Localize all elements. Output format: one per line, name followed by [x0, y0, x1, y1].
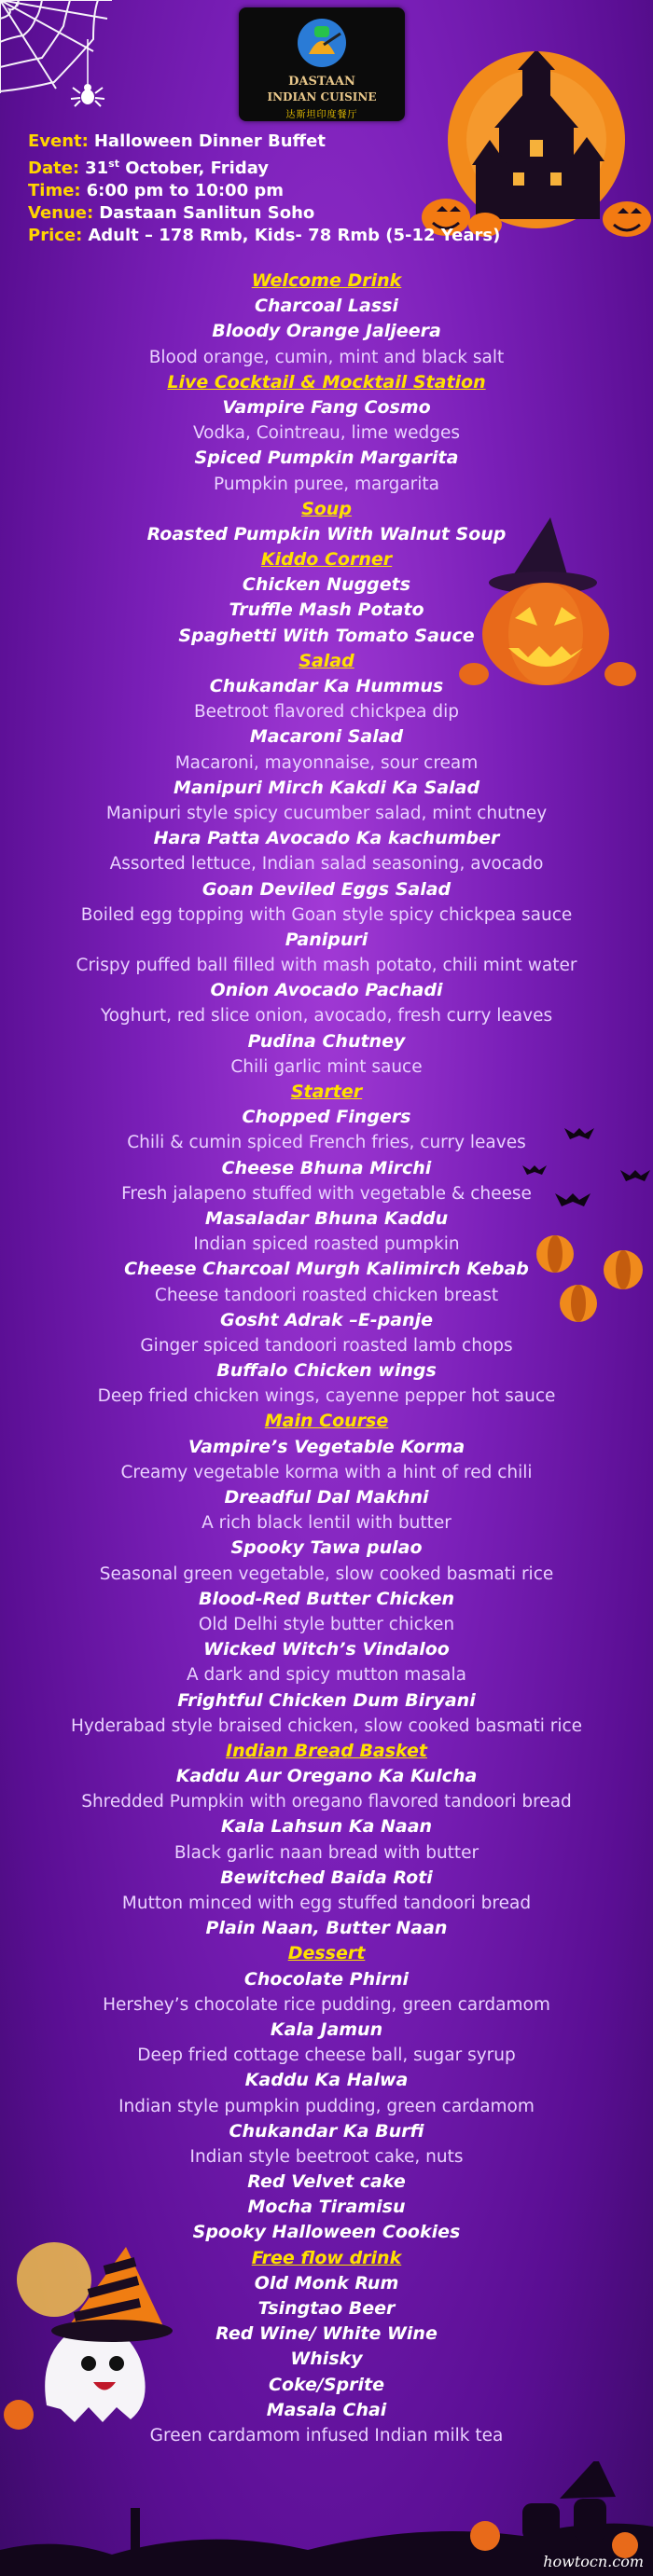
- section-heading: Kiddo Corner: [260, 549, 393, 571]
- dish-name: Spooky Halloween Cookies: [192, 2222, 461, 2243]
- dish-description: Mutton minced with egg stuffed tandoori bread: [121, 1894, 532, 1913]
- dish-name: Whisky: [290, 2349, 363, 2370]
- dish-description: A dark and spicy mutton masala: [186, 1665, 466, 1686]
- dish-name: Frightful Chicken Dum Biryani: [177, 1689, 476, 1711]
- price-row: [28, 225, 501, 247]
- dish-description: Deep fried chicken wings, cayenne pepper hot sauce: [97, 1386, 556, 1407]
- dish-name: Masala Chai: [266, 2399, 387, 2420]
- dish-name: Vampire’s Vegetable Korma: [188, 1436, 465, 1457]
- chef-emblem-icon: [296, 17, 348, 69]
- dish-name: Macaroni Salad: [249, 726, 404, 748]
- dish-description: Yoghurt, red slice onion, avocado, fresh curry leaves: [100, 1006, 553, 1026]
- logo-name: DASTAAN: [288, 75, 355, 89]
- dish-description: Manipuri style spicy cucumber salad, mint chutney: [105, 803, 548, 823]
- dish-description: Pumpkin puree, margarita: [213, 474, 440, 494]
- dish-name: Roasted Pumpkin With Walnut Soup: [146, 523, 507, 544]
- dish-name: Coke/Sprite: [269, 2374, 384, 2395]
- dish-description: Shredded Pumpkin with oregano flavored tandoori bread: [81, 1792, 572, 1812]
- dish-name: Bewitched Baida Roti: [220, 1867, 433, 1888]
- dish-description: Chili garlic mint sauce: [230, 1056, 423, 1077]
- dish-name: Pudina Chutney: [247, 1030, 406, 1052]
- event-row: [28, 131, 466, 153]
- section-heading: Salad: [299, 650, 354, 671]
- dish-name: Bloody Orange Jaljeera: [212, 321, 441, 342]
- logo-subtitle: INDIAN CUISINE: [267, 90, 377, 103]
- date-row: [28, 153, 466, 180]
- dish-description: Indian spiced roasted pumpkin: [193, 1234, 460, 1255]
- dish-name: Manipuri Mirch Kakdi Ka Salad: [173, 777, 480, 798]
- venue-row: [28, 202, 466, 225]
- dish-name: Spiced Pumpkin Margarita: [194, 448, 459, 469]
- date-day: 31: [85, 158, 109, 178]
- time-value: 6:00 pm to 10:00 pm: [86, 181, 285, 200]
- dish-description: Blood orange, cumin, mint and black salt: [148, 347, 505, 367]
- dish-description: Assorted lettuce, Indian salad seasoning, avocado: [109, 854, 544, 875]
- dish-name: Chukandar Ka Burfi: [229, 2120, 424, 2142]
- dish-description: Cheese tandoori roasted chicken breast: [154, 1285, 499, 1305]
- dish-description: A rich black lentil with butter: [201, 1513, 452, 1534]
- dish-name: Kaddu Ka Halwa: [244, 2070, 409, 2091]
- dish-description: Green cardamom infused Indian milk tea: [149, 2425, 504, 2445]
- dish-name: Red Velvet cake: [247, 2171, 406, 2193]
- dish-name: Cheese Charcoal Murgh Kalimirch Kebab: [124, 1259, 529, 1280]
- section-heading: Starter: [290, 1081, 363, 1102]
- date-suffix: st: [108, 158, 119, 170]
- dish-name: Spaghetti With Tomato Sauce: [178, 625, 475, 646]
- dish-name: Chicken Nuggets: [242, 574, 411, 596]
- dish-name: Wicked Witch’s Vindaloo: [203, 1639, 450, 1660]
- dish-name: Gosht Adrak –E-panje: [219, 1309, 434, 1330]
- menu-list: [0, 269, 653, 2448]
- dish-name: Vampire Fang Cosmo: [222, 396, 431, 418]
- dish-description: Hershey’s chocolate rice pudding, green cardamom: [103, 1994, 550, 2015]
- dish-description: Creamy vegetable korma with a hint of red chili: [120, 1462, 533, 1482]
- section-heading: Free flow drink: [251, 2247, 402, 2268]
- dish-name: Blood-Red Butter Chicken: [198, 1588, 455, 1609]
- spider-web-icon: [0, 0, 121, 107]
- event-value: Halloween Dinner Buffet: [93, 131, 326, 151]
- dish-name: Onion Avocado Pachadi: [210, 980, 443, 1001]
- dish-description: Vodka, Cointreau, lime wedges: [192, 423, 461, 444]
- venue-label: Venue:: [28, 203, 94, 223]
- dish-name: Mocha Tiramisu: [247, 2197, 406, 2218]
- dish-description: Boiled egg topping with Goan style spicy chickpea sauce: [80, 904, 573, 925]
- dish-description: Old Delhi style butter chicken: [198, 1614, 455, 1634]
- dish-description: Indian style beetroot cake, nuts: [189, 2146, 464, 2167]
- dish-name: Dreadful Dal Makhni: [224, 1487, 429, 1508]
- dish-name: Buffalo Chicken wings: [216, 1360, 437, 1382]
- date-value: [85, 158, 269, 178]
- section-heading: Live Cocktail & Mocktail Station: [167, 371, 486, 393]
- dish-description: Macaroni, mayonnaise, sour cream: [174, 752, 479, 773]
- time-label: Time:: [28, 181, 81, 200]
- dish-name: Hara Patta Avocado Ka kachumber: [153, 828, 500, 849]
- time-row: [28, 180, 466, 202]
- date-rest: October, Friday: [118, 158, 270, 178]
- section-heading: Indian Bread Basket: [226, 1740, 427, 1761]
- watermark: howtocn.com: [543, 2553, 644, 2570]
- section-heading: Main Course: [264, 1411, 389, 1432]
- dish-name: Charcoal Lassi: [255, 296, 398, 317]
- venue-value: Dastaan Sanlitun Soho: [99, 203, 315, 223]
- dish-name: Kala Lahsun Ka Naan: [220, 1816, 433, 1838]
- dish-name: Red Wine/ White Wine: [215, 2323, 438, 2345]
- dish-description: Chili & cumin spiced French fries, curry leaves: [127, 1133, 526, 1153]
- dish-description: Hyderabad style braised chicken, slow cooked basmati rice: [70, 1715, 583, 1736]
- dish-name: Goan Deviled Eggs Salad: [201, 878, 452, 900]
- section-heading: Soup: [301, 498, 352, 519]
- logo-chinese-name: 达斯坦印度餐厅: [285, 110, 358, 120]
- section-heading: Dessert: [287, 1943, 366, 1964]
- dish-name: Kala Jamun: [270, 2018, 383, 2040]
- dish-name: Old Monk Rum: [254, 2272, 399, 2294]
- dish-description: Indian style pumpkin pudding, green cardamom: [118, 2096, 535, 2116]
- dish-description: Deep fried cottage cheese ball, sugar syrup: [137, 2046, 516, 2066]
- dish-name: Chocolate Phirni: [243, 1968, 410, 1990]
- dish-description: Fresh jalapeno stuffed with vegetable & cheese: [121, 1183, 532, 1204]
- dish-description: Black garlic naan bread with butter: [174, 1842, 479, 1863]
- dish-name: Cheese Bhuna Mirchi: [221, 1157, 432, 1178]
- event-info: [28, 131, 501, 247]
- section-heading: Welcome Drink: [251, 270, 402, 291]
- event-label: Event:: [28, 131, 89, 151]
- dish-description: Beetroot flavored chickpea dip: [193, 702, 460, 723]
- dish-description: Ginger spiced tandoori roasted lamb chops: [140, 1335, 513, 1356]
- price-value: Adult – 178 Rmb, Kids- 78 Rmb (5-12 Years): [88, 226, 501, 245]
- dish-description: Seasonal green vegetable, slow cooked basmati rice: [99, 1564, 554, 1584]
- dish-name: Masaladar Bhuna Kaddu: [204, 1207, 449, 1229]
- dish-name: Chopped Fingers: [242, 1107, 411, 1128]
- dish-name: Chukandar Ka Hummus: [209, 676, 444, 696]
- dish-name: Truffle Mash Potato: [229, 599, 424, 621]
- dish-name: Plain Naan, Butter Naan: [205, 1918, 448, 1939]
- dish-description: Crispy puffed ball filled with mash potato, chili mint water: [76, 956, 577, 976]
- price-label: Price:: [28, 226, 83, 245]
- dish-name: Kaddu Aur Oregano Ka Kulcha: [175, 1766, 478, 1787]
- dish-name: Panipuri: [285, 929, 368, 950]
- dish-name: Spooky Tawa pulao: [230, 1537, 423, 1559]
- restaurant-logo: [239, 7, 405, 121]
- dish-name: Tsingtao Beer: [257, 2298, 396, 2319]
- date-label: Date:: [28, 158, 80, 178]
